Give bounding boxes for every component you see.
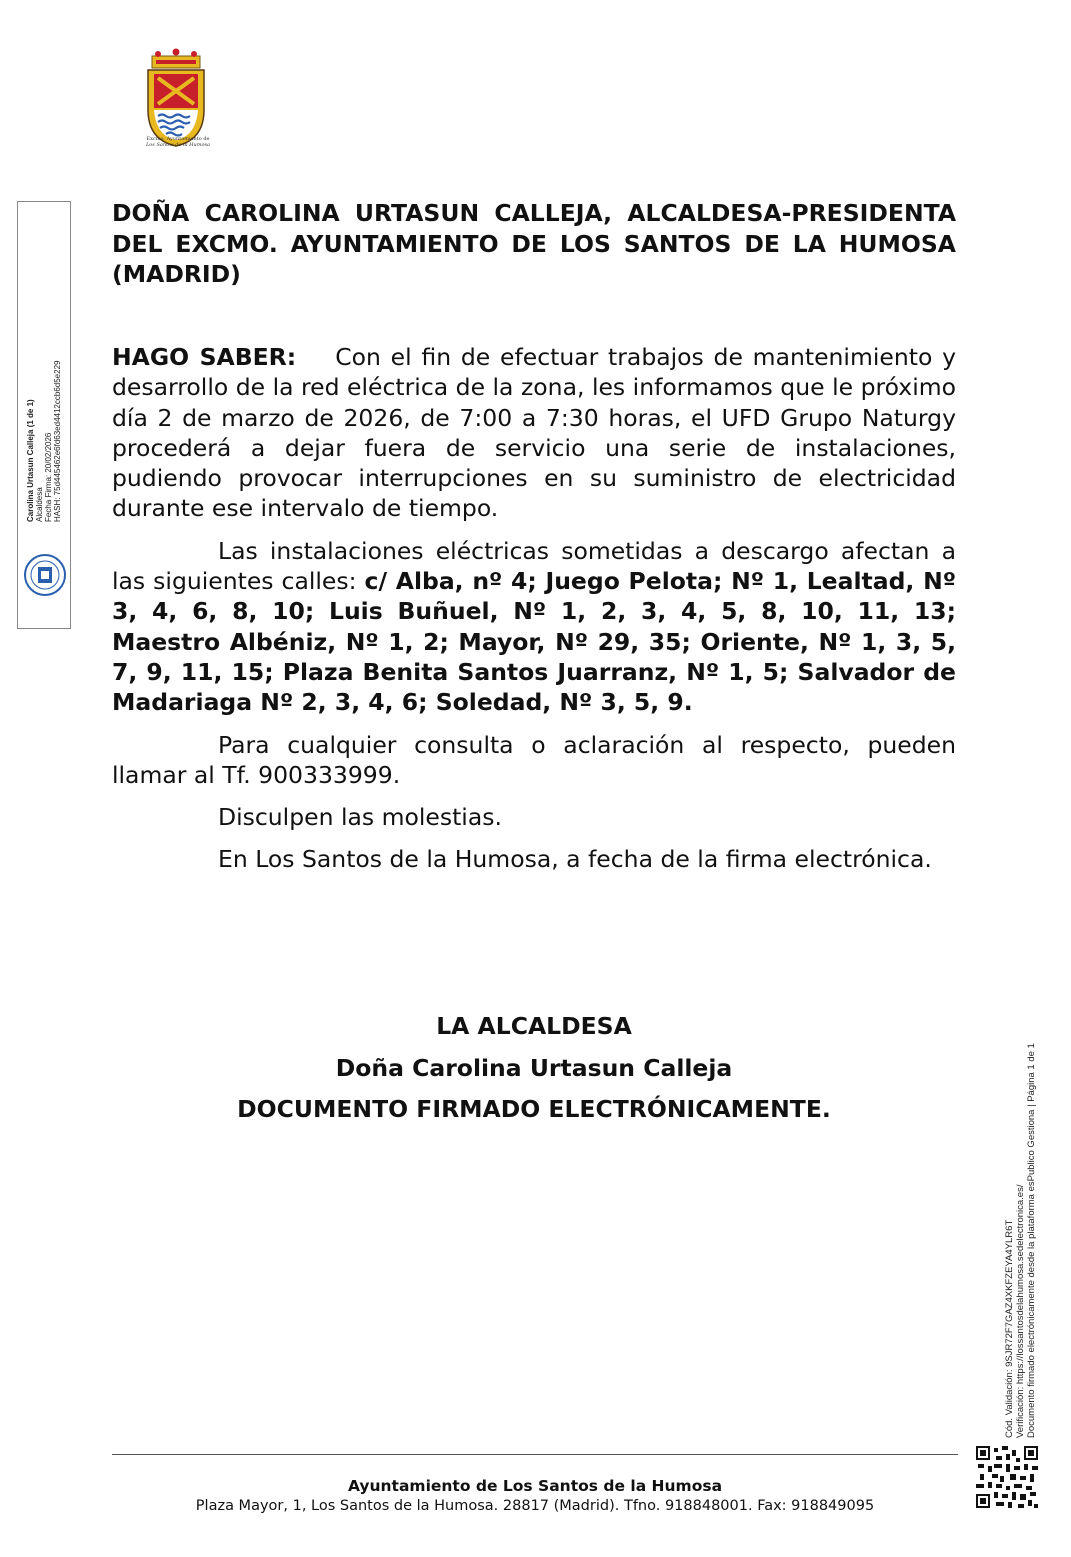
paragraph-hago-saber bbox=[112, 342, 956, 524]
footer-organization: Ayuntamiento de Los Santos de la Humosa bbox=[347, 1477, 723, 1495]
verification-code: Cód. Validación: 9SJR72F7GAZ4XKFZEYA4YLR6T bbox=[1004, 1219, 1015, 1438]
signature-block bbox=[112, 1010, 956, 1135]
document-heading: DOÑA CAROLINA URTASUN CALLEJA, ALCALDESA-PRESIDENTA DEL EXCMO. AYUNTAMIENTO DE LOS SANTOS DE LA HUMOSA (MADRID) bbox=[112, 199, 956, 288]
signature-seal-icon bbox=[23, 553, 67, 597]
footer-divider bbox=[112, 1454, 958, 1455]
signature-stamp-date: Fecha Firma: 20/02/2026 bbox=[44, 432, 53, 522]
signature-note: DOCUMENTO FIRMADO ELECTRÓNICAMENTE. bbox=[237, 1095, 831, 1123]
verification-text bbox=[1004, 968, 1037, 1438]
crest-caption bbox=[128, 136, 228, 148]
paragraph-apology: Disculpen las molestias. bbox=[218, 803, 502, 832]
signature-stamp-role: Alcaldesa bbox=[35, 487, 44, 522]
signature-name: Doña Carolina Urtasun Calleja bbox=[335, 1053, 733, 1082]
verification-platform: Documento firmado electrónicamente desde la plataforma esPublico Gestiona | Página 1 de 1 bbox=[1026, 1043, 1037, 1438]
streets-intro: Las instalaciones eléctricas sometidas a descargo afectan a las siguientes calles: bbox=[112, 536, 956, 596]
document-body bbox=[112, 342, 956, 887]
footer-address: Plaza Mayor, 1, Los Santos de la Humosa. 28817 (Madrid). Tfno. 918848001. Fax: 918849095 bbox=[195, 1498, 875, 1514]
signature-stamp-hash: HASH: 75d445462e6fd63ed4412ccb6d5e229 bbox=[53, 360, 62, 522]
paragraph-contact: Para cualquier consulta o aclaración al respecto, pueden llamar al Tf. 900333999. bbox=[112, 730, 956, 789]
hago-saber-text: Con el fin de efectuar trabajos de mantenimiento y desarrollo de la red eléctrica de la zona, les informamos que le próximo día 2 de marzo de 2026, de 7:00 a 7:30 horas, el UFD Grupo Naturgy procederá a dejar fuera de servicio una serie de instalaciones, pudiendo provocar interrupciones en su suministro de electricidad durante ese intervalo de tiempo. bbox=[112, 343, 956, 523]
footer bbox=[112, 1476, 958, 1516]
paragraph-place-date: En Los Santos de la Humosa, a fecha de la firma electrónica. bbox=[218, 845, 932, 874]
hago-saber-label: HAGO SABER: bbox=[112, 343, 297, 371]
streets-list: c/ Alba, nº 4; Juego Pelota; Nº 1, Lealtad, Nº 3, 4, 6, 8, 10; Luis Buñuel, Nº 1, 2, 3, 4, 5, 8, 10, 11, 13; Maestro Albéniz, Nº 1, 2; Mayor, Nº 29, 35; Oriente, Nº 1, 3, 5, 7, 9, 11, 15; Plaza Benita Santos Juarranz, Nº 1, 5; Salvador de Madariaga Nº 2, 3, 4, 6; Soledad, Nº 3, 5, 9. bbox=[112, 567, 956, 717]
qr-code-icon[interactable] bbox=[976, 1446, 1038, 1508]
signature-title: LA ALCALDESA bbox=[436, 1012, 632, 1040]
crest-caption-line2: Los Santos de la Humosa bbox=[145, 142, 211, 148]
crest-caption-line1: Excmo. Ayuntamiento de bbox=[146, 136, 210, 142]
signature-stamp-text bbox=[26, 322, 62, 522]
verification-url[interactable]: Verificación: https://lossantosdelahumosa.sedelectronica.es/ bbox=[1015, 1184, 1026, 1438]
signature-stamp-signer: Carolina Urtasun Calleja (1 de 1) bbox=[26, 399, 35, 522]
paragraph-streets bbox=[112, 536, 956, 718]
